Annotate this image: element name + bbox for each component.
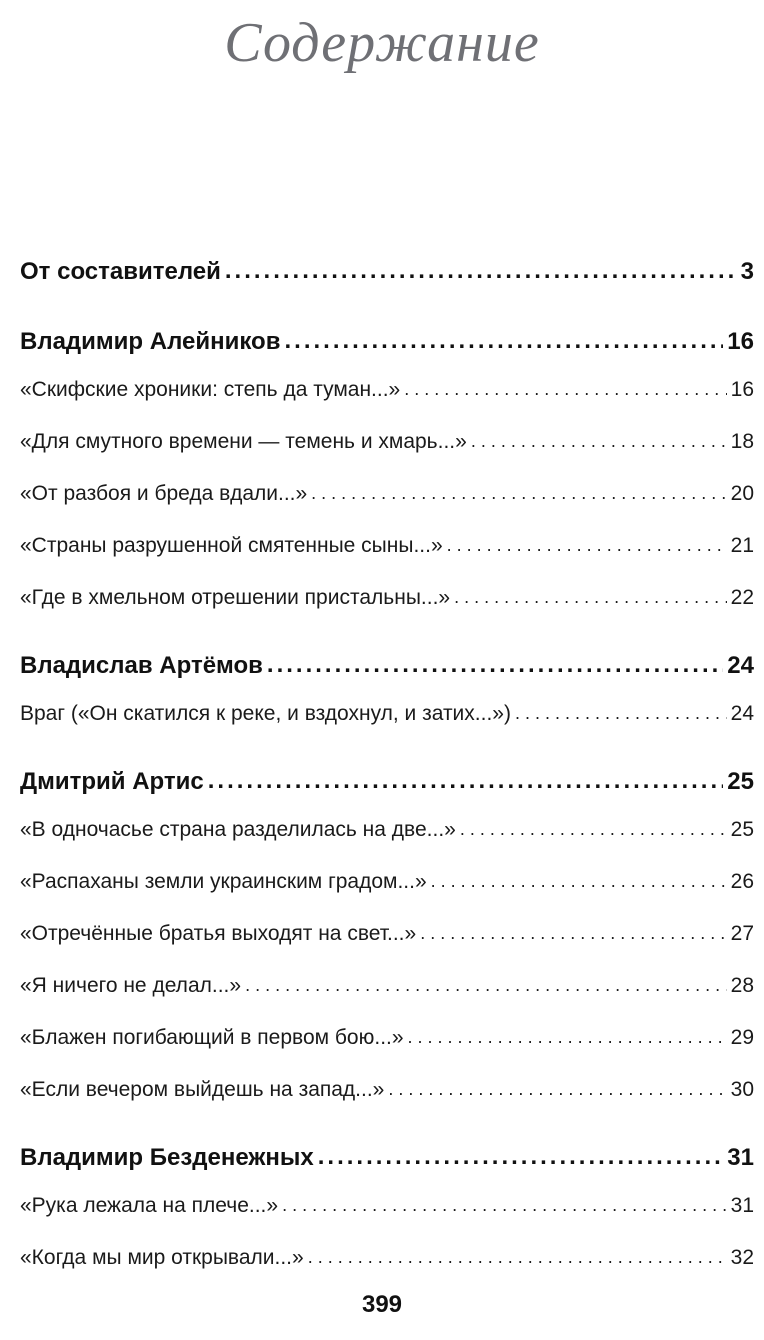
dot-leader <box>404 364 726 415</box>
dot-leader <box>267 644 723 687</box>
toc-entry-row[interactable] <box>20 908 754 960</box>
entry-title: «От разбоя и бреда вдали...» <box>20 482 308 505</box>
toc-author-row[interactable] <box>20 320 754 364</box>
author-page: 25 <box>727 768 754 795</box>
dot-leader <box>318 1136 724 1179</box>
entry-page: 32 <box>730 1246 754 1269</box>
entry-page: 21 <box>730 534 754 557</box>
author-name: Владимир Алейников <box>20 328 281 355</box>
toc-author-row[interactable] <box>20 760 754 804</box>
dot-leader <box>408 1012 727 1063</box>
dot-leader <box>471 416 727 467</box>
entry-page: 29 <box>730 1026 754 1049</box>
dot-leader <box>311 468 726 519</box>
toc-entry-row[interactable] <box>20 1012 754 1064</box>
toc-entry-row[interactable] <box>20 520 754 572</box>
entry-page: 20 <box>730 482 754 505</box>
entry-page: 31 <box>730 1194 754 1217</box>
entry-title: «Отречённые братья выходят на свет...» <box>20 922 417 945</box>
entry-title: «Для смутного времени — темень и хмарь...» <box>20 430 467 453</box>
dot-leader <box>308 1232 727 1283</box>
entry-page: 27 <box>730 922 754 945</box>
page-title: Содержание <box>224 12 540 74</box>
toc-entry-row[interactable] <box>20 1180 754 1232</box>
toc-entry-row[interactable] <box>20 960 754 1012</box>
toc-author-row[interactable] <box>20 1136 754 1180</box>
entry-title: «Страны разрушенной смятенные сыны...» <box>20 534 443 557</box>
dot-leader <box>515 688 727 739</box>
toc-entry-row[interactable] <box>20 468 754 520</box>
entry-page: 16 <box>730 378 754 401</box>
dot-leader <box>460 804 727 855</box>
entry-title: Враг («Он скатился к реке, и вздохнул, и затих...») <box>20 702 511 725</box>
author-name: Владимир Безденежных <box>20 1144 314 1171</box>
toc-entry-row[interactable] <box>20 572 754 624</box>
dot-leader <box>208 760 724 803</box>
toc-group-intro <box>20 250 754 294</box>
dot-leader <box>454 572 727 623</box>
author-page: 16 <box>727 328 754 355</box>
entry-page: 26 <box>730 870 754 893</box>
page-number: 399 <box>361 1291 403 1318</box>
toc-entry-row[interactable] <box>20 1064 754 1116</box>
entry-title: «Рука лежала на плече...» <box>20 1194 279 1217</box>
toc-intro-page: 3 <box>740 258 754 285</box>
entry-title: «Когда мы мир открывали...» <box>20 1246 304 1269</box>
author-name: Владислав Артёмов <box>20 652 263 679</box>
toc-section-aleinikov <box>20 320 754 624</box>
entry-title: «Блажен погибающий в первом бою...» <box>20 1026 404 1049</box>
dot-leader <box>388 1064 726 1115</box>
toc-section-artis <box>20 760 754 1116</box>
dot-leader <box>225 250 737 293</box>
dot-leader <box>284 320 723 363</box>
entry-title: «Где в хмельном отрешении пристальны...» <box>20 586 451 609</box>
entry-page: 24 <box>730 702 754 725</box>
toc-section-bezdenezhnykh <box>20 1136 754 1284</box>
toc-entry-row[interactable] <box>20 1232 754 1284</box>
dot-leader <box>282 1180 727 1231</box>
entry-title: «В одночасье страна разделилась на две...» <box>20 818 456 841</box>
entry-page: 30 <box>730 1078 754 1101</box>
entry-page: 22 <box>730 586 754 609</box>
toc-section-artemov <box>20 644 754 740</box>
toc-intro-row[interactable] <box>20 250 754 294</box>
entry-title: «Я ничего не делал...» <box>20 974 242 997</box>
entry-page: 28 <box>730 974 754 997</box>
toc-entry-row[interactable] <box>20 416 754 468</box>
toc-author-row[interactable] <box>20 644 754 688</box>
entry-title: «Если вечером выйдешь на запад...» <box>20 1078 385 1101</box>
author-page: 24 <box>727 652 754 679</box>
dot-leader <box>245 960 727 1011</box>
toc-entry-row[interactable] <box>20 856 754 908</box>
dot-leader <box>431 856 727 907</box>
author-name: Дмитрий Артис <box>20 768 204 795</box>
entry-title: «Скифские хроники: степь да туман...» <box>20 378 401 401</box>
toc-intro-label: От составителей <box>20 258 221 285</box>
entry-title: «Распаханы земли украинским градом...» <box>20 870 427 893</box>
author-page: 31 <box>727 1144 754 1171</box>
entry-page: 25 <box>730 818 754 841</box>
toc-entry-row[interactable] <box>20 364 754 416</box>
entry-page: 18 <box>730 430 754 453</box>
toc-entry-row[interactable] <box>20 804 754 856</box>
dot-leader <box>420 908 726 959</box>
dot-leader <box>447 520 727 571</box>
table-of-contents <box>20 250 754 1304</box>
toc-entry-row[interactable] <box>20 688 754 740</box>
